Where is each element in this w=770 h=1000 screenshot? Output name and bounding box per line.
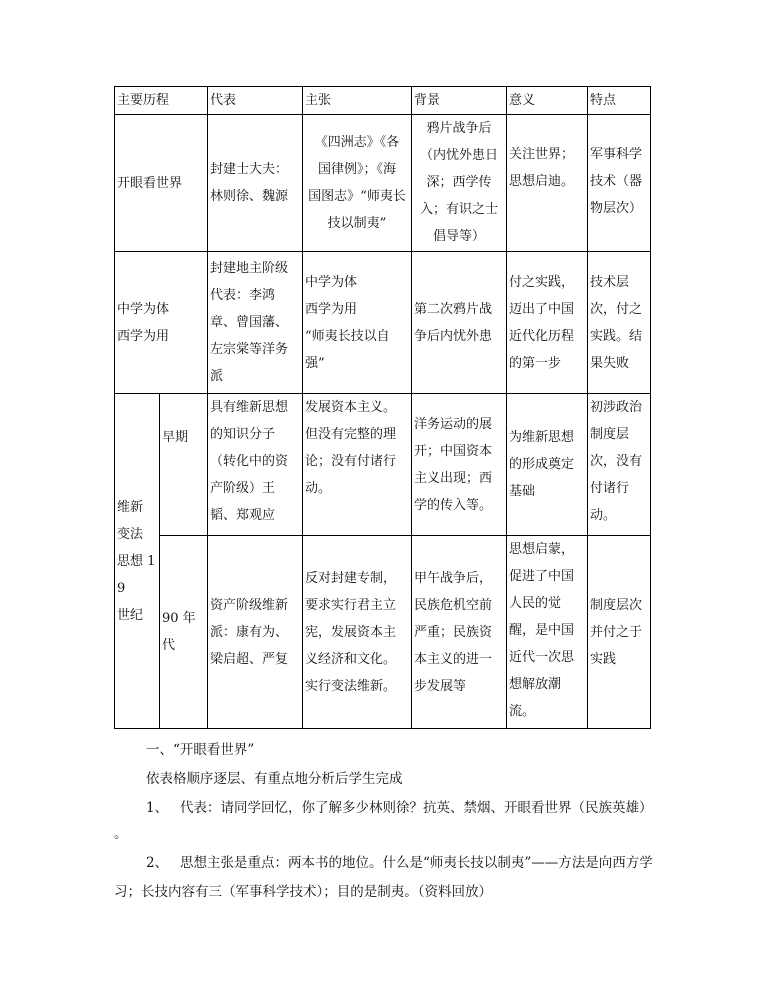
table-header-row	[115, 87, 651, 115]
period-cell: 早期	[160, 394, 208, 536]
proposition-cell: 中学为体 西学为用 “师夷长技以自 强”	[303, 252, 412, 394]
significance-cell: 关注世界； 思想启迪。	[507, 115, 588, 252]
header-cell: 背景	[412, 87, 507, 115]
stage-cell: 维新 变法 思想 19 世纪	[115, 394, 160, 729]
section-heading: 一、“开眼看世界”	[146, 742, 255, 758]
header-cell: 主张	[303, 87, 412, 115]
table-row	[115, 115, 651, 252]
item-2-number: 2、	[146, 855, 169, 871]
feature-cell: 初涉政治 制度层 次，没有 付诸行 动。	[588, 394, 651, 536]
significance-cell: 为维新思想 的形成奠定 基础	[507, 394, 588, 536]
table-row	[115, 394, 651, 536]
significance-cell: 付之实践， 迈出了中国 近代化历程 的第一步	[507, 252, 588, 394]
item-1-tail: 。	[114, 826, 128, 842]
item-2-text: 思想主张是重点：两本书的地位。什么是“师夷长技以制夷”——方法是向西方学	[180, 855, 653, 871]
proposition-cell: 反对封建专制， 要求实行君主立 宪，发展资本主 义经济和文化。 实行变法维新。	[303, 536, 412, 729]
item-1-text: 代表：请同学回忆，你了解多少林则徐？抗英、禁烟、开眼看世界（民族英雄）	[180, 800, 653, 816]
header-cell: 特点	[588, 87, 651, 115]
background-cell: 甲午战争后， 民族危机空前 严重；民族资 本主义的进一 步发展等	[412, 536, 507, 729]
item-1-number: 1、	[146, 800, 169, 816]
representative-cell: 资产阶级维新 派：康有为、 梁启超、严复	[208, 536, 303, 729]
representative-cell: 具有维新思想 的知识分子 （转化中的资 产阶级）王 韬、郑观应	[208, 394, 303, 536]
header-cell: 代表	[208, 87, 303, 115]
intro-paragraph: 依表格顺序逐层、有重点地分析后学生完成	[146, 771, 403, 787]
table-row	[115, 536, 651, 729]
item-2-tail: 习；长技内容有三（军事科学技术）；目的是制夷。（资料回放）	[114, 884, 492, 900]
period-cell: 90 年代	[160, 536, 208, 729]
feature-cell: 技术层 次，付之 实践。结 果失败	[588, 252, 651, 394]
proposition-cell: 发展资本主义。 但没有完整的理 论；没有付诸行 动。	[303, 394, 412, 536]
feature-cell: 制度层次 并付之于 实践	[588, 536, 651, 729]
stage-cell: 开眼看世界	[115, 115, 208, 252]
background-cell: 洋务运动的展 开；中国资本 主义出现；西 学的传入等。	[412, 394, 507, 536]
feature-cell: 军事科学 技术（器 物层次）	[588, 115, 651, 252]
stage-cell: 中学为体 西学为用	[115, 252, 208, 394]
proposition-cell: 《四洲志》《各 国律例》；《海 国图志》“师夷长 技以制夷”	[303, 115, 412, 252]
representative-cell: 封建士大夫： 林则徐、魏源	[208, 115, 303, 252]
header-cell: 主要历程	[115, 87, 208, 115]
background-cell: 第二次鸦片战 争后内忧外患	[412, 252, 507, 394]
background-cell: 鸦片战争后 （内忧外患日 深；西学传 入；有识之士 倡导等）	[412, 115, 507, 252]
header-cell: 意义	[507, 87, 588, 115]
representative-cell: 封建地主阶级 代表：李鸿 章、曾国藩、 左宗棠等洋务 派	[208, 252, 303, 394]
history-table	[114, 86, 651, 729]
significance-cell: 思想启蒙， 促进了中国 人民的觉 醒，是中国 近代一次思 想解放潮 流。	[507, 536, 588, 729]
table-row	[115, 252, 651, 394]
